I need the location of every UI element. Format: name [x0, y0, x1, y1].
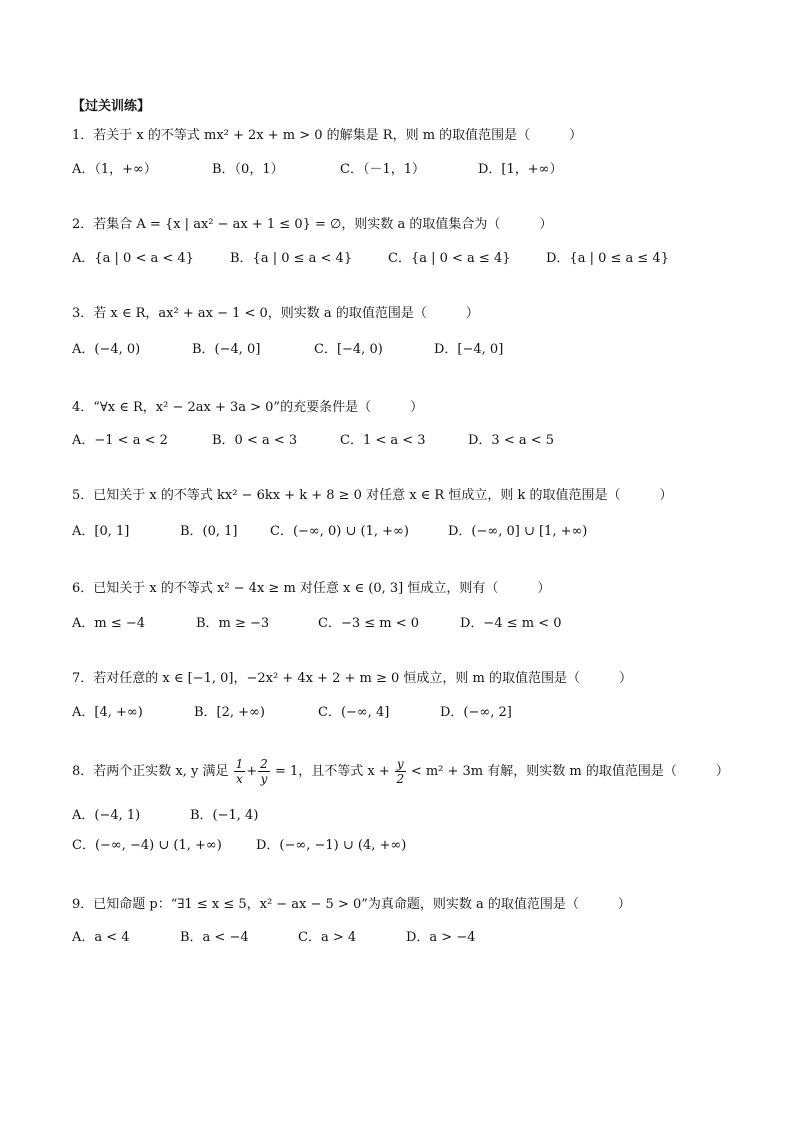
- fraction-numerator: y: [396, 757, 404, 771]
- question-8-option-b: B．(−1, 4): [190, 808, 259, 823]
- question-5-option-d: D．(−∞, 0] ∪ [1, +∞): [448, 524, 588, 539]
- question-1-option-a: A．（1，+∞）: [72, 162, 157, 177]
- question-7-option-d: D．(−∞, 2]: [440, 705, 512, 720]
- question-1-option-d: D．[1，+∞）: [478, 162, 563, 177]
- question-9-option-b: B．a < −4: [180, 930, 249, 945]
- question-9-stem: 9．已知命题 p：“∃1 ≤ x ≤ 5，x² − ax − 5 > 0”为真命题，则实数 a 的取值范围是（ ）: [72, 897, 631, 912]
- question-3-option-a: A．(−4, 0): [72, 342, 141, 357]
- question-1-option-b: B．（0，1）: [212, 162, 284, 177]
- question-6-option-b: B．m ≥ −3: [196, 616, 270, 631]
- question-5-option-a: A．[0, 1]: [72, 524, 130, 539]
- question-8-option-a: A．(−4, 1): [72, 808, 141, 823]
- plus-sign: +: [246, 764, 258, 779]
- question-8-option-c: C．(−∞, −4) ∪ (1, +∞): [72, 838, 222, 853]
- question-8-stem-pre: 8．若两个正实数 x, y 满足: [72, 764, 229, 779]
- question-8-stem-post: < m² + 3m 有解，则实数 m 的取值范围是（ ）: [410, 764, 729, 779]
- question-5-option-b: B．(0, 1]: [180, 524, 238, 539]
- question-2-option-b: B．{a | 0 ≤ a < 4}: [230, 251, 353, 266]
- question-7-stem: 7．若对任意的 x ∈ [−1, 0]，−2x² + 4x + 2 + m ≥ 0 恒成立，则 m 的取值范围是（ ）: [72, 671, 632, 686]
- question-9-option-a: A．a < 4: [72, 930, 130, 945]
- question-6-option-c: C．−3 ≤ m < 0: [318, 616, 420, 631]
- fraction-numerator: 2: [260, 757, 268, 771]
- question-2-stem: 2．若集合 A = {x | ax² − ax + 1 ≤ 0} = ∅，则实数 a 的取值集合为（ ）: [72, 217, 553, 232]
- question-3-option-d: D．[−4, 0]: [434, 342, 504, 357]
- question-5-stem: 5．已知关于 x 的不等式 kx² − 6kx + k + 8 ≥ 0 对任意 x ∈ R 恒成立，则 k 的取值范围是（ ）: [72, 488, 673, 503]
- question-8-stem: [72, 757, 729, 787]
- fraction-denominator: x: [236, 772, 243, 786]
- question-8-stem-mid: = 1，且不等式 x +: [274, 764, 390, 779]
- question-2-option-d: D．{a | 0 ≤ a ≤ 4}: [546, 251, 669, 266]
- fraction-y-over-2: [395, 757, 406, 786]
- question-6-option-d: D．−4 ≤ m < 0: [460, 616, 562, 631]
- fraction-denominator: 2: [396, 772, 405, 786]
- question-9-option-d: D．a > −4: [406, 930, 476, 945]
- question-2-option-c: C．{a | 0 < a ≤ 4}: [388, 251, 511, 266]
- question-1-stem: 1．若关于 x 的不等式 mx² + 2x + m > 0 的解集是 R，则 m 的取值范围是（ ）: [72, 128, 583, 143]
- question-2-option-a: A．{a | 0 < a < 4}: [72, 251, 194, 266]
- question-7-option-c: C．(−∞, 4]: [318, 705, 390, 720]
- question-9-option-c: C．a > 4: [298, 930, 357, 945]
- question-4-option-b: B．0 < a < 3: [212, 433, 298, 448]
- question-4-option-a: A．−1 < a < 2: [72, 433, 168, 448]
- question-7-option-a: A．[4, +∞): [72, 705, 143, 720]
- section-title: 【过关训练】: [72, 99, 151, 114]
- fraction-numerator: 1: [235, 757, 244, 771]
- question-3-option-b: B．(−4, 0]: [192, 342, 261, 357]
- question-7-option-b: B．[2, +∞): [194, 705, 265, 720]
- question-3-option-c: C．[−4, 0): [314, 342, 383, 357]
- question-6-option-a: A．m ≤ −4: [72, 616, 146, 631]
- question-6-stem: 6．已知关于 x 的不等式 x² − 4x ≥ m 对任意 x ∈ (0, 3] 恒成立，则有（ ）: [72, 581, 551, 596]
- fraction-denominator: y: [260, 772, 268, 786]
- question-8-option-d: D．(−∞, −1) ∪ (4, +∞): [256, 838, 407, 853]
- question-4-stem: 4．“∀x ∈ R，x² − 2ax + 3a > 0”的充要条件是（ ）: [72, 400, 424, 415]
- question-5-option-c: C．(−∞, 0) ∪ (1, +∞): [270, 524, 409, 539]
- question-4-option-c: C．1 < a < 3: [340, 433, 426, 448]
- question-4-option-d: D．3 < a < 5: [468, 433, 555, 448]
- question-1-option-c: C．（－1，1）: [340, 162, 425, 177]
- fraction-2-over-y: [258, 757, 270, 786]
- fraction-1-over-x: [234, 757, 246, 786]
- question-3-stem: 3．若 x ∈ R，ax² + ax − 1 < 0，则实数 a 的取值范围是（ ）: [72, 306, 479, 321]
